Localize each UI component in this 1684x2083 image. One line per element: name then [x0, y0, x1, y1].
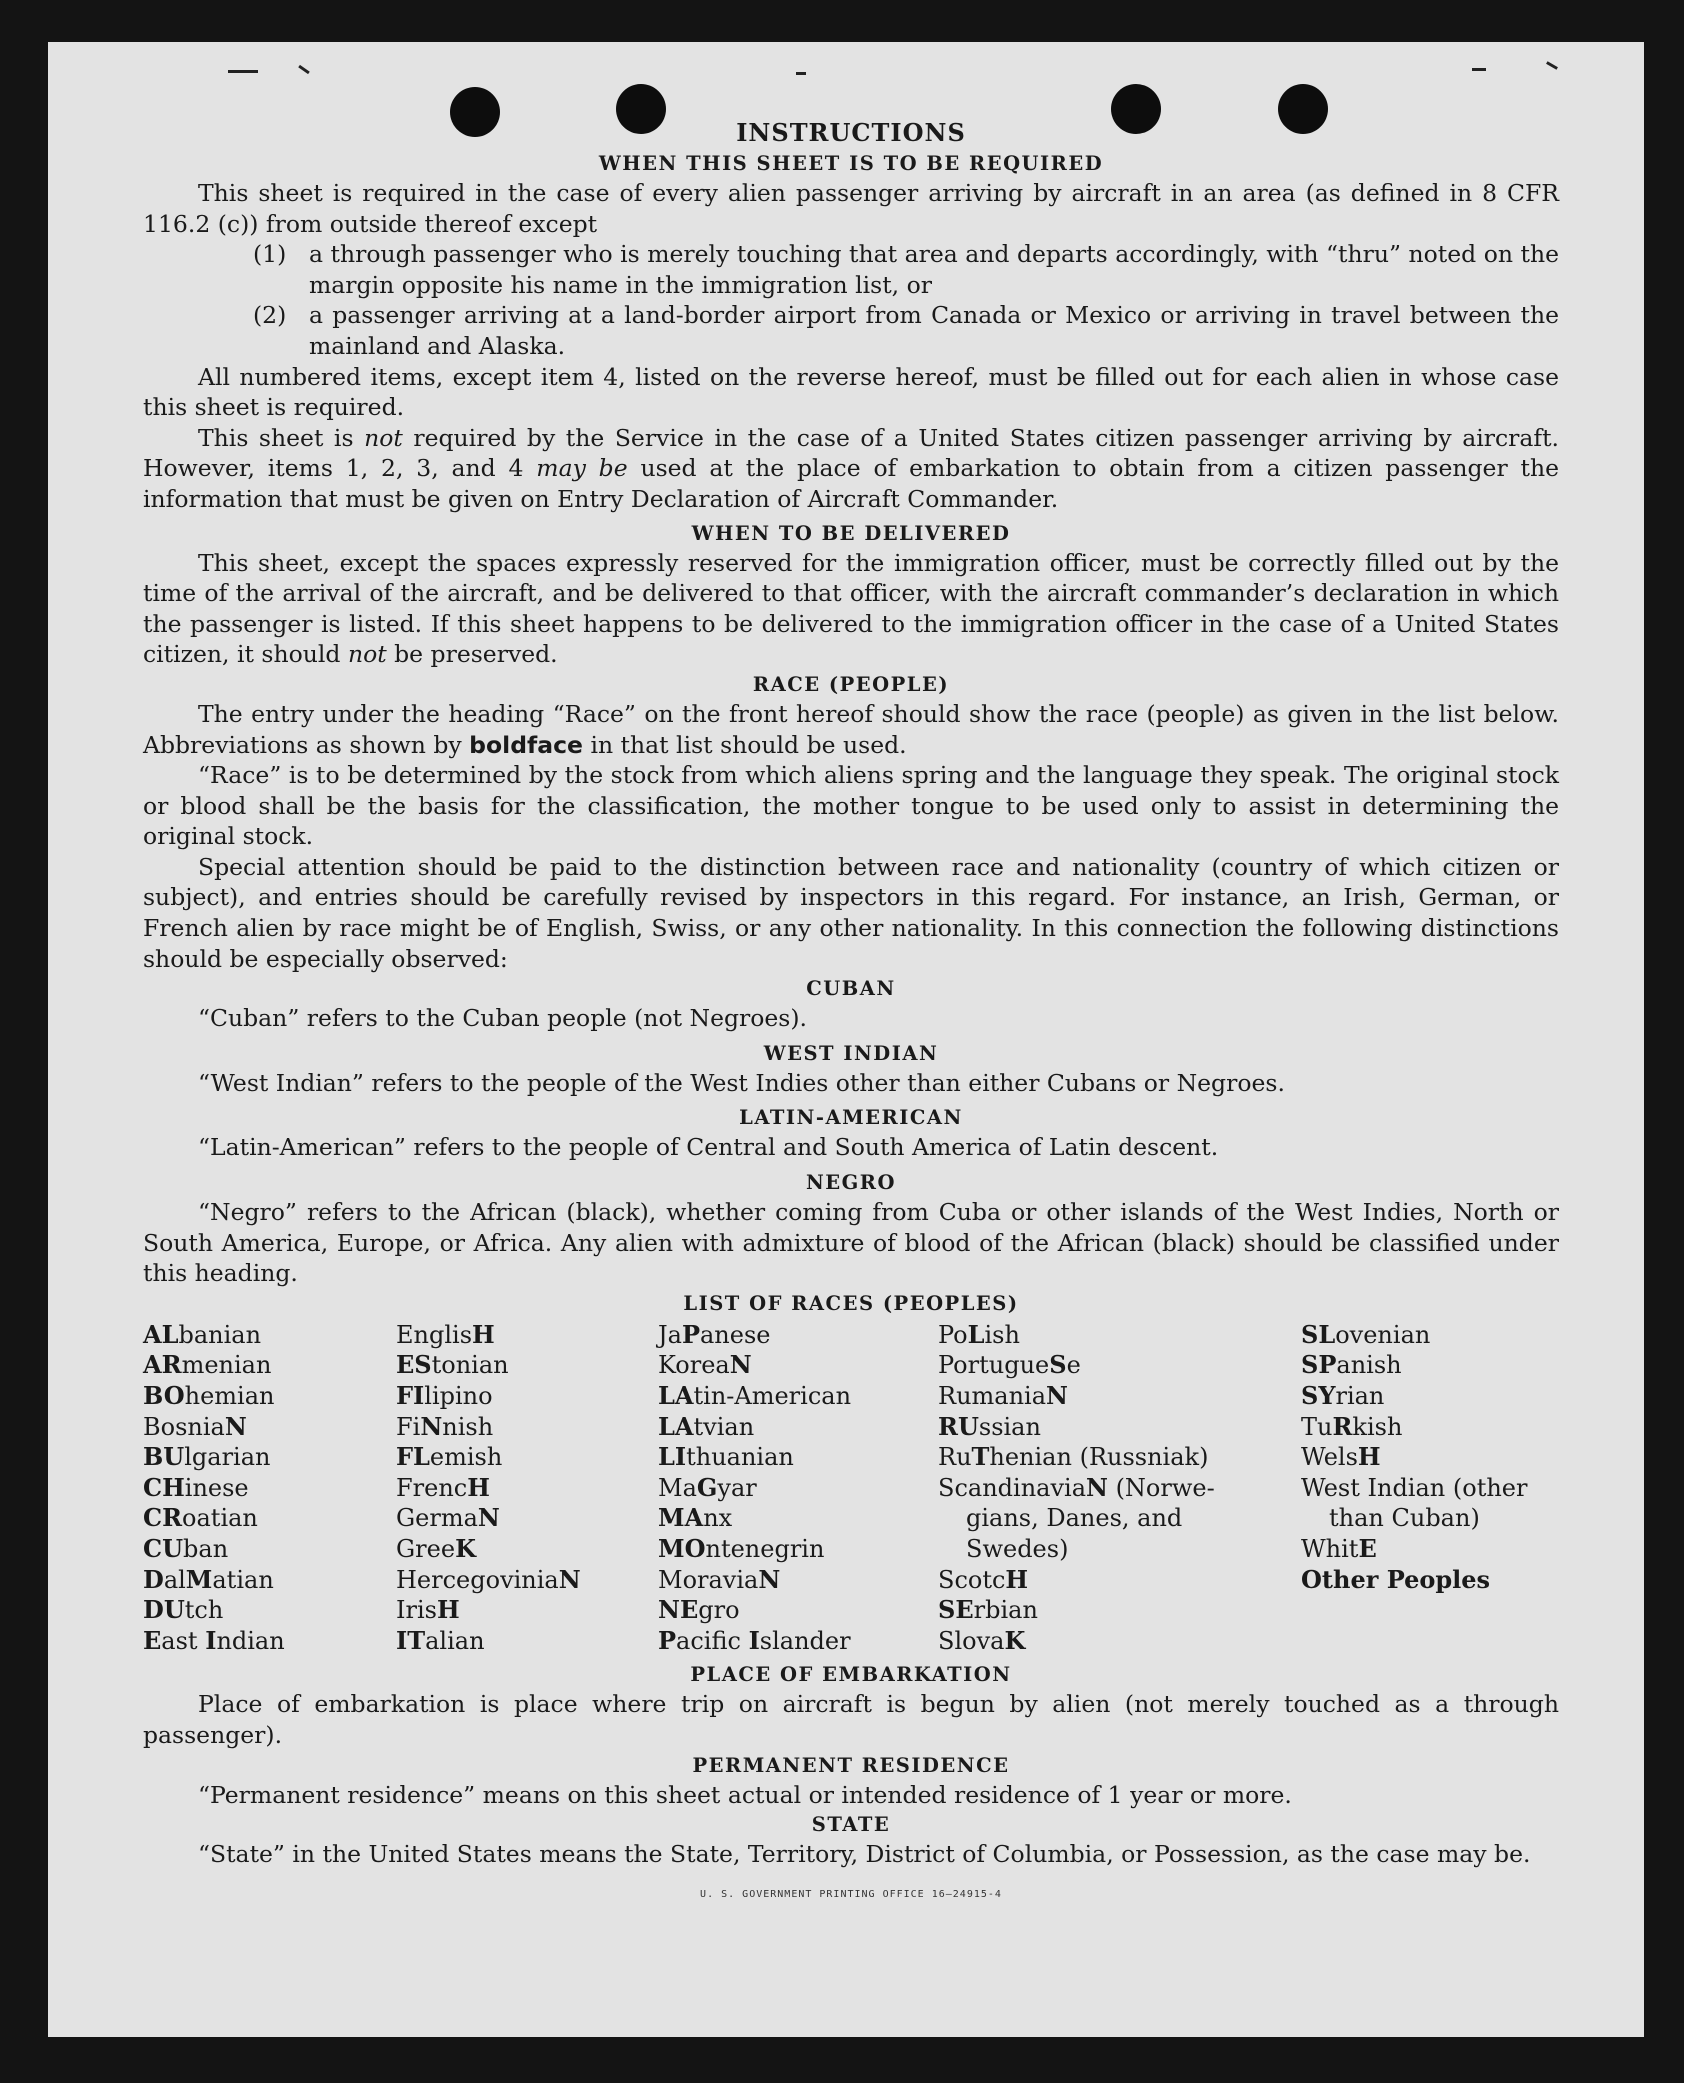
- race-entry: TuRkish: [1301, 1411, 1403, 1441]
- race-entry: SPanish: [1301, 1350, 1402, 1380]
- race-entry: BUlgarian: [143, 1442, 271, 1472]
- mark: [298, 65, 310, 74]
- race-entry: CHinese: [143, 1472, 249, 1502]
- race-entry: ITalian: [396, 1625, 485, 1655]
- mark: [1546, 61, 1558, 70]
- race-entry: SLovenian: [1301, 1319, 1431, 1349]
- paragraph: Special attention should be paid to the distinction between race and nationality (country of which citizen or subject), and entries should be carefully revised by inspectors in this regard. For instance, an Irish, German, or French alien by race might be of English, Swiss, or any other nationality. In this connection the following distinctions should be especially observed:: [143, 852, 1559, 973]
- race-entry: GermaN: [396, 1503, 500, 1533]
- paragraph: “State” in the United States means the State, Territory, District of Columbia, or Possession, as the case may be.: [198, 1840, 1531, 1869]
- race-entry: Swedes): [966, 1534, 1069, 1563]
- race-entry: HercegoviniaN: [396, 1564, 581, 1594]
- section-title: CUBAN: [806, 977, 896, 1001]
- race-entry: FIlipino: [396, 1381, 493, 1410]
- section-title: WHEN THIS SHEET IS TO BE REQUIRED: [598, 152, 1104, 175]
- paragraph: “Cuban” refers to the Cuban people (not Negroes).: [198, 1004, 808, 1033]
- race-entry: EnglisH: [396, 1319, 495, 1349]
- race-entry: RUssian: [938, 1411, 1041, 1441]
- mark: [228, 70, 258, 73]
- paragraph: “Latin-American” refers to the people of Central and South America of Latin descent.: [198, 1133, 1219, 1162]
- paragraph: Place of embarkation is place where trip on aircraft is begun by alien (not merely touched as a through passenger).: [143, 1690, 1559, 1749]
- race-entry: WhitE: [1301, 1533, 1377, 1563]
- section-title: NEGRO: [805, 1171, 897, 1195]
- race-entry: NEgro: [658, 1595, 740, 1625]
- section-title: WEST INDIAN: [763, 1041, 939, 1065]
- printer-imprint: U. S. GOVERNMENT PRINTING OFFICE 16—24915-4: [700, 1888, 1002, 1900]
- race-entry: East Indian: [143, 1625, 285, 1655]
- exception-item: (1) a through passenger who is merely touching that area and departs accordingly, with “thru” noted on the margin opposite his name in the immigration list, or: [253, 240, 1559, 299]
- race-entry: ALbanian: [143, 1319, 262, 1349]
- race-entry: PortugueSe: [938, 1350, 1081, 1380]
- section-title: WHEN TO BE DELIVERED: [691, 521, 1011, 545]
- race-entry: Pacific Islander: [658, 1625, 851, 1655]
- mark: [796, 72, 806, 75]
- section-title: LIST OF RACES (PEOPLES): [683, 1291, 1019, 1315]
- paragraph: “Race” is to be determined by the stock from which aliens spring and the language they speak. The original stock or blood shall be the basis for the classification, the mother tongue to be used only to assist in determining the original stock.: [143, 761, 1559, 851]
- race-entry: CRoatian: [143, 1503, 258, 1533]
- mark: [1472, 68, 1486, 71]
- race-entry: West Indian (other: [1301, 1473, 1528, 1502]
- section-title: STATE: [811, 1813, 891, 1837]
- section-title: PERMANENT RESIDENCE: [692, 1753, 1010, 1777]
- race-entry: ScotcH: [938, 1564, 1029, 1594]
- race-entry: IrisH: [396, 1595, 460, 1625]
- race-entry: CUban: [143, 1533, 229, 1563]
- section-title: LATIN-AMERICAN: [739, 1106, 963, 1130]
- page-title: INSTRUCTIONS: [736, 118, 966, 147]
- section-title: RACE (PEOPLE): [752, 672, 950, 696]
- paragraph: The entry under the heading “Race” on the front hereof should show the race (people) as given in the list below. Abbreviations as shown by boldface in that list should be used.: [143, 699, 1559, 759]
- race-entry: Other Peoples: [1301, 1564, 1491, 1594]
- race-entry: WelsH: [1301, 1442, 1381, 1472]
- race-entry: KoreaN: [658, 1350, 752, 1380]
- race-list: [143, 1320, 1559, 1657]
- race-entry: SlovaK: [938, 1625, 1026, 1655]
- exception-item: (2) a passenger arriving at a land-border airport from Canada or Mexico or arriving in travel between the mainland and Alaska.: [253, 301, 1559, 360]
- race-column: [396, 1320, 658, 1657]
- race-entry: MoraviaN: [658, 1564, 781, 1594]
- race-column: [1301, 1320, 1559, 1657]
- race-column: [658, 1320, 938, 1657]
- document-sheet: [48, 42, 1644, 2037]
- paragraph: This sheet is required in the case of every alien passenger arriving by aircraft in an area (as defined in 8 CFR 116.2 (c)) from outside thereof except: [143, 179, 1559, 238]
- race-entry: DalMatian: [143, 1564, 274, 1594]
- race-entry: MAnx: [658, 1503, 733, 1533]
- race-entry: SYrian: [1301, 1381, 1385, 1410]
- race-entry: RuThenian (Russniak): [938, 1442, 1209, 1472]
- race-entry: MOntenegrin: [658, 1533, 825, 1563]
- race-entry: LAtvian: [658, 1411, 755, 1441]
- race-entry: FLemish: [396, 1442, 503, 1472]
- race-entry: GreeK: [396, 1533, 476, 1563]
- race-entry: DUtch: [143, 1595, 224, 1625]
- paragraph: This sheet is not required by the Service in the case of a United States citizen passenger arriving by aircraft. However, items 1, 2, 3, and 4 may be used at the place of embarkation to obtain from a citizen passenger the information that must be given on Entry Declaration of Aircraft Commander.: [143, 423, 1559, 513]
- race-entry: RumaniaN: [938, 1381, 1068, 1410]
- instructions-body: [143, 117, 1559, 1910]
- race-entry: PoLish: [938, 1319, 1020, 1349]
- paragraph: This sheet, except the spaces expressly reserved for the immigration officer, must be correctly filled out by the time of the arrival of the aircraft, and be delivered to that officer, with the aircraft commander’s declaration in which the passenger is listed. If this sheet happens to be delivered to the immigration officer in the case of a United States citizen, it should not be preserved.: [143, 548, 1559, 669]
- race-entry: BOhemian: [143, 1381, 275, 1410]
- race-column: [938, 1320, 1301, 1657]
- race-entry: gians, Danes, and: [966, 1504, 1183, 1533]
- paragraph: “Permanent residence” means on this sheet actual or intended residence of 1 year or more.: [198, 1780, 1292, 1809]
- race-entry: JaPanese: [658, 1319, 771, 1349]
- race-entry: FrencH: [396, 1472, 490, 1502]
- race-column: [143, 1320, 396, 1657]
- race-entry: ARmenian: [143, 1350, 272, 1380]
- race-entry: MaGyar: [658, 1472, 757, 1502]
- race-entry: SErbian: [938, 1595, 1038, 1625]
- paragraph: All numbered items, except item 4, listed on the reverse hereof, must be filled out for each alien in whose case this sheet is required.: [143, 362, 1559, 422]
- paragraph: “West Indian” refers to the people of the West Indies other than either Cubans or Negroes.: [198, 1068, 1285, 1097]
- paragraph: “Negro” refers to the African (black), whether coming from Cuba or other islands of the West Indies, North or South America, Europe, or Africa. Any alien with admixture of blood of the African (black) should be classified under this heading.: [143, 1198, 1559, 1288]
- race-entry: LIthuanian: [658, 1442, 794, 1472]
- section-title: PLACE OF EMBARKATION: [690, 1663, 1012, 1687]
- race-entry: ScandinaviaN (Norwe-: [938, 1472, 1215, 1502]
- race-entry: FiNnish: [396, 1411, 494, 1441]
- race-entry: EStonian: [396, 1350, 509, 1380]
- race-entry: BosniaN: [143, 1411, 247, 1441]
- race-entry: than Cuban): [1329, 1504, 1480, 1533]
- race-entry: LAtin-American: [658, 1381, 852, 1410]
